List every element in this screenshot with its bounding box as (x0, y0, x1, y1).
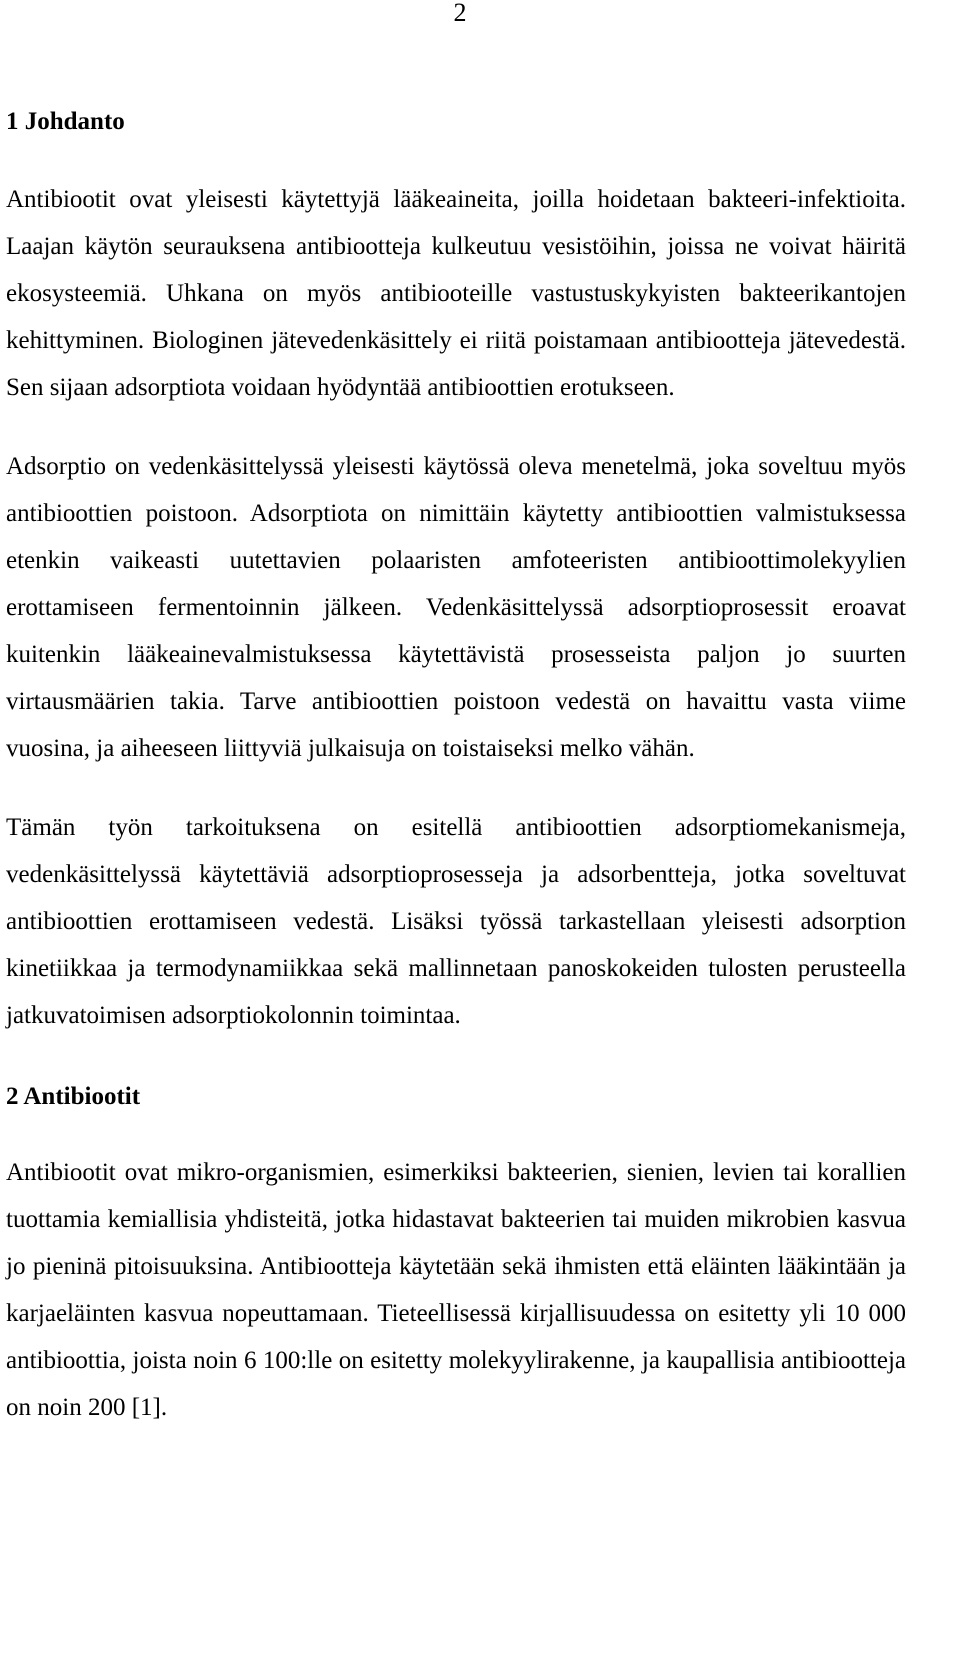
page-number: 2 (453, 0, 467, 27)
paragraph: Tämän työn tarkoituksena on esitellä antibioottien adsorptiomekanismeja, vedenkäsittelyssä käytettäviä adsorptioprosesseja ja adsorbentteja, jotka soveltuvat antibioottien erottamiseen vedestä. Lisäksi työssä tarkastellaan yleisesti adsorption kinetiikkaa ja termodynamiikkaa sekä mallinnetaan panoskokeiden tulosten perusteella jatkuvatoimisen adsorptiokolonnin toimintaa. (6, 814, 906, 1029)
paragraph: Antibiootit ovat mikro-organismien, esimerkiksi bakteerien, sienien, levien tai korallien tuottamia kemiallisia yhdisteitä, jotka hidastavat bakteerien tai muiden mikrobien kasvua jo pieninä pitoisuuksina. Antibiootteja käytetään sekä ihmisten että eläinten lääkintään ja karjaeläinten kasvua nopeuttamaan. Tieteellisessä kirjallisuudessa on esitetty yli 10 000 antibioottia, joista noin 6 100:lle on esitetty molekyylirakenne, ja kaupallisia antibiootteja on noin 200 [1]. (6, 1159, 906, 1421)
section-heading-johdanto: 1 Johdanto (6, 108, 125, 135)
document-body (6, 102, 906, 1431)
paragraph: Adsorptio on vedenkäsittelyssä yleisesti käytössä oleva menetelmä, joka soveltuu myös antibioottien poistoon. Adsorptiota on nimittäin käytetty antibioottien valmistuksessa etenkin vaikeasti uutettavien polaaristen amfoteeristen antibioottimolekyylien erottamiseen fermentoinnin jälkeen. Vedenkäsittelyssä adsorptioprosessit eroavat kuitenkin lääkeainevalmistuksessa käytettävistä prosesseista paljon jo suurten virtausmäärien takia. Tarve antibioottien poistoon vedestä on havaittu vasta viime vuosina, ja aiheeseen liittyviä julkaisuja on toistaiseksi melko vähän. (6, 453, 906, 762)
section-heading-antibiootit: 2 Antibiootit (6, 1083, 141, 1110)
paragraph: Antibiootit ovat yleisesti käytettyjä lääkeaineita, joilla hoidetaan bakteeri-infektioita. Laajan käytön seurauksena antibiootteja kulkeutuu vesistöihin, joissa ne voivat häiritä ekosysteemiä. Uhkana on myös antibiooteille vastustuskykyisten bakteerikantojen kehittyminen. Biologinen jätevedenkäsittely ei riitä poistamaan antibiootteja jätevedestä. Sen sijaan adsorptiota voidaan hyödyntää antibioottien erotukseen. (6, 186, 906, 401)
